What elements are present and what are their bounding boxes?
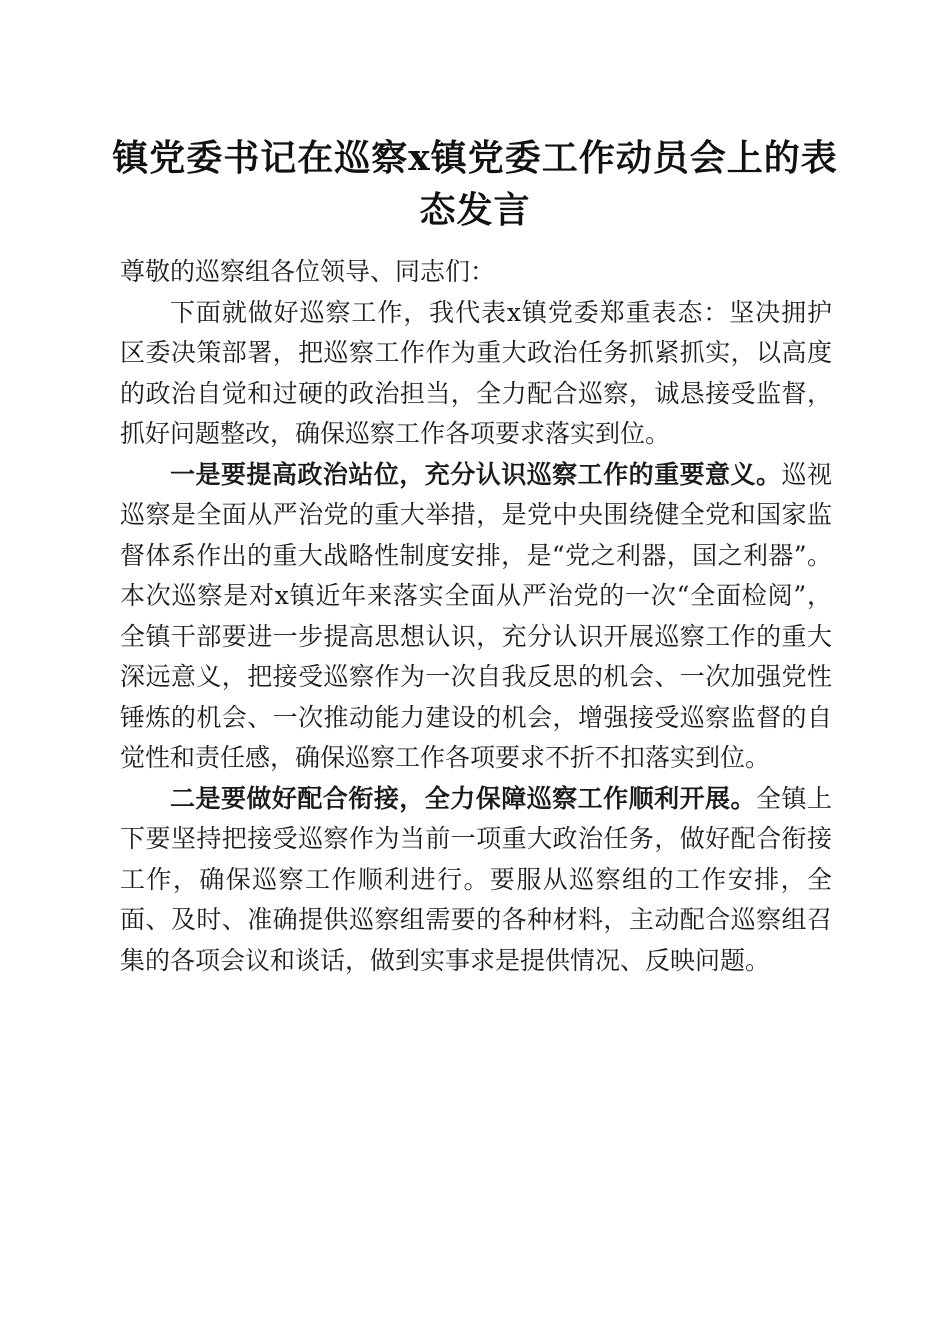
document-body: [120, 252, 832, 981]
document-title: 镇党委书记在巡察x镇党委工作动员会上的表态发言: [112, 137, 838, 231]
paragraph-lead: 一是要提高政治站位，充分认识巡察工作的重要意义。: [170, 459, 782, 489]
paragraph-point-one: [120, 455, 832, 779]
paragraph-text: 下面就做好巡察工作，我代表x镇党委郑重表态：坚决拥护区委决策部署，把巡察工作作为重大政治任务抓紧抓实，以高度的政治自觉和过硬的政治担当，全力配合巡察，诚恳接受监督，抓好问题整改，确保巡察工作各项要求落实到位。: [120, 297, 832, 448]
paragraph-point-two: [120, 779, 832, 982]
salutation: 尊敬的巡察组各位领导、同志们：: [120, 257, 496, 286]
paragraph-text: 全镇上下要坚持把接受巡察作为当前一项重大政治任务，做好配合衔接工作，确保巡察工作顺利进行。要服从巡察组的工作安排，全面、及时、准确提供巡察组需要的各种材料，主动配合巡察组召集的各项会议和谈话，做到实事求是提供情况、反映问题。: [120, 783, 832, 975]
paragraph-text: 巡视巡察是全面从严治党的重大举措，是党中央围绕健全党和国家监督体系作出的重大战略性制度安排，是“党之利器，国之利器”。本次巡察是对x镇近年来落实全面从严治党的一次“全面检阅”，全镇干部要进一步提高思想认识，充分认识开展巡察工作的重大深远意义，把接受巡察作为一次自我反思的机会、一次加强党性锤炼的机会、一次推动能力建设的机会，增强接受巡察监督的自觉性和责任感，确保巡察工作各项要求不折不扣落实到位。: [120, 459, 832, 772]
paragraph-intro: [120, 293, 832, 455]
paragraph-lead: 二是要做好配合衔接，全力保障巡察工作顺利开展。: [170, 783, 757, 813]
